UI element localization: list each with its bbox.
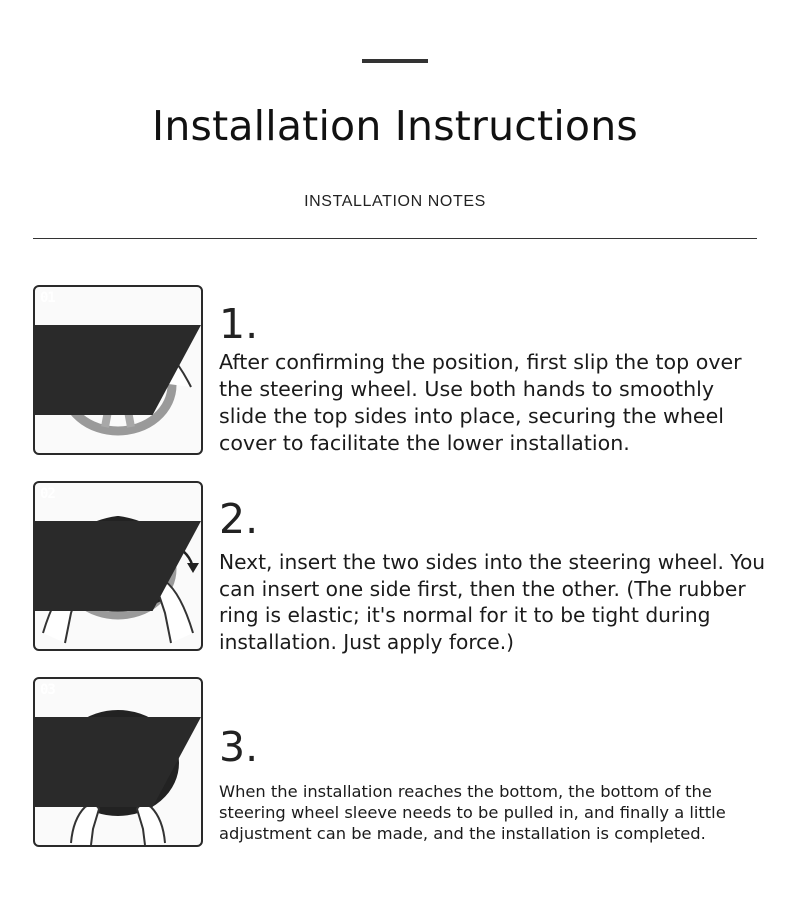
step-2-description: Next, insert the two sides into the steering wheel. You can insert one side first, then the other. (The rubber ring is elastic; it's normal for it to be tight during installation. Just apply force.) xyxy=(219,550,766,654)
step-1-badge-label: 01 xyxy=(40,290,55,306)
step-3-illustration xyxy=(33,677,203,847)
step-2-badge xyxy=(35,483,83,509)
header-divider xyxy=(33,238,757,239)
header-accent-bar xyxy=(362,59,428,63)
step-1-number: 1. xyxy=(219,300,259,348)
step-3-number: 3. xyxy=(219,723,259,771)
step-1-illustration xyxy=(33,285,203,455)
step-3-badge xyxy=(35,679,83,705)
step-2-illustration xyxy=(33,481,203,651)
step-1-description: After confirming the position, first slip the top over the steering wheel. Use both hands to smoothly slide the top sides into place, securing the wheel cover to facilitate the lower installation. xyxy=(219,350,742,455)
step-1-badge xyxy=(35,287,83,313)
step-2-number: 2. xyxy=(219,495,259,543)
step-3-description: When the installation reaches the bottom, the bottom of the steering wheel sleeve needs to be pulled in, and finally a little adjustment can be made, and the installation is completed. xyxy=(219,782,726,843)
step-3-badge-label: 03 xyxy=(40,682,55,698)
page-subtitle: INSTALLATION NOTES xyxy=(304,193,486,210)
step-2-badge-label: 02 xyxy=(40,486,55,502)
page-title: Installation Instructions xyxy=(152,102,638,150)
